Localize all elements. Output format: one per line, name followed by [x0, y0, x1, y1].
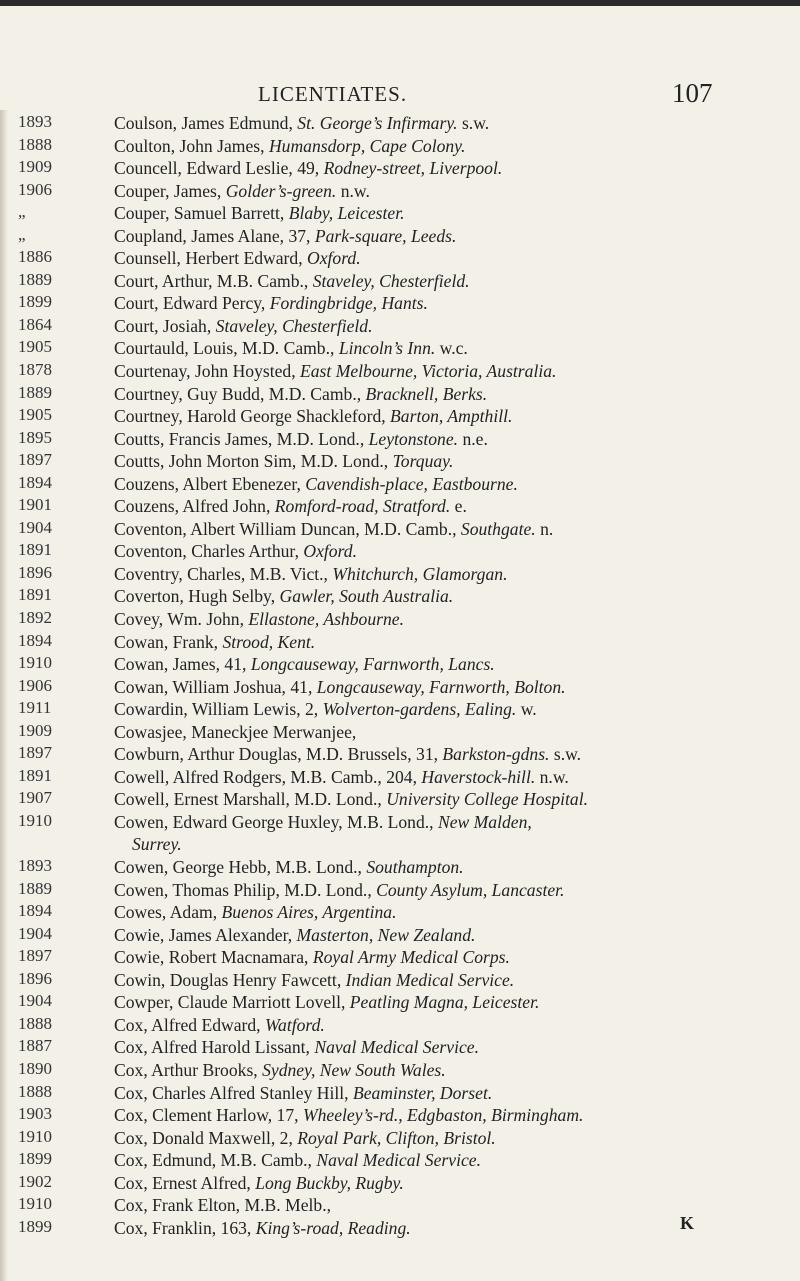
entry-name: Cowardin, William Lewis, 2, [114, 699, 323, 720]
entry-name: Couper, James, [114, 180, 226, 201]
entry-text [114, 112, 774, 135]
entry-name: Coverton, Hugh Selby, [114, 586, 280, 607]
entry-text [114, 698, 774, 721]
list-item [0, 1014, 800, 1037]
page-header [0, 78, 800, 112]
entry-year: 1886 [18, 247, 52, 267]
entry-address-continued: Surrey. [132, 834, 182, 855]
entry-name: Cox, Charles Alfred Stanley Hill, [114, 1082, 353, 1103]
entry-address: Naval Medical Service. [314, 1037, 479, 1058]
entry-year: 1910 [18, 1194, 52, 1214]
entry-address: Naval Medical Service. [316, 1150, 481, 1171]
entry-text [114, 766, 774, 789]
entry-text [114, 653, 774, 676]
entry-district: w. [516, 699, 537, 720]
entry-name: Couzens, Alfred John, [114, 496, 275, 517]
list-item [0, 405, 800, 428]
entry-address: Oxford. [303, 541, 357, 562]
entry-year: 1888 [18, 1081, 52, 1101]
entry-name: Cowper, Claude Marriott Lovell, [114, 992, 350, 1013]
list-item [0, 721, 800, 744]
entry-year: 1891 [18, 540, 52, 560]
entry-text [114, 315, 774, 338]
entry-name: Councell, Edward Leslie, 49, [114, 158, 324, 179]
entry-text [114, 360, 774, 383]
entry-text [114, 585, 774, 608]
list-item [0, 969, 800, 992]
list-item [0, 360, 800, 383]
entry-text [114, 428, 774, 451]
entry-text [114, 631, 774, 654]
list-item [0, 1036, 800, 1059]
entry-name: Courtney, Guy Budd, M.D. Camb., [114, 383, 366, 404]
list-item [0, 1172, 800, 1195]
entry-year: 1899 [18, 1216, 52, 1236]
entry-name: Cox, Alfred Edward, [114, 1014, 265, 1035]
signature-mark: K [680, 1213, 695, 1233]
list-item [0, 135, 800, 158]
entry-district: n.w. [336, 180, 370, 201]
entry-year: 1909 [18, 157, 52, 177]
entry-year: „ [18, 224, 26, 244]
entry-name: Cowes, Adam, [114, 902, 222, 923]
entry-text [114, 337, 774, 360]
entry-year: 1905 [18, 405, 52, 425]
list-item [0, 991, 800, 1014]
entry-text [114, 1194, 774, 1217]
entry-address: Bracknell, Berks. [365, 383, 488, 404]
entry-text [114, 1149, 774, 1172]
entry-name: Coulton, John James, [114, 135, 269, 156]
entry-text [114, 247, 774, 270]
entry-text [114, 292, 774, 315]
entry-name: Cox, Alfred Harold Lissant, [114, 1037, 315, 1058]
list-item [0, 788, 800, 811]
list-item [0, 856, 800, 879]
entry-year: 1910 [18, 653, 52, 673]
entry-year: 1893 [18, 112, 52, 131]
entry-year: 1905 [18, 337, 52, 357]
entry-address: King’s-road, Reading. [255, 1217, 411, 1238]
entry-year: 1911 [18, 698, 52, 718]
entry-name: Couzens, Albert Ebenezer, [114, 473, 306, 494]
entry-text [114, 991, 774, 1014]
entry-text [114, 969, 774, 992]
entry-year: 1891 [18, 585, 52, 605]
entry-address: Torquay. [392, 451, 454, 472]
entry-name: Cox, Frank Elton, M.B. Melb., [114, 1195, 331, 1216]
entry-name: Couper, Samuel Barrett, [114, 203, 289, 224]
entry-text [114, 540, 774, 563]
entry-address: Humansdorp, Cape Colony. [268, 135, 466, 156]
entry-district: e. [450, 496, 467, 517]
entry-address: Longcauseway, Farnworth, Lancs. [250, 654, 495, 675]
list-item [0, 811, 800, 856]
entry-year: 1904 [18, 923, 52, 943]
entry-text [114, 1036, 774, 1059]
entry-address: Staveley, Chesterfield. [312, 270, 470, 291]
entry-address: Haverstock-hill. [421, 766, 536, 787]
entry-name: Cox, Arthur Brooks, [114, 1059, 263, 1080]
entry-text [114, 608, 774, 631]
entry-year: 1906 [18, 179, 52, 199]
entry-text [114, 383, 774, 406]
entry-text [114, 743, 774, 766]
list-item [0, 563, 800, 586]
entry-text [114, 202, 774, 225]
entry-name: Coventon, Albert William Duncan, M.D. Camb., [114, 518, 461, 539]
entry-address: Indian Medical Service. [345, 969, 515, 990]
entry-year: 1897 [18, 450, 52, 470]
entry-name: Cowie, Robert Macnamara, [114, 947, 313, 968]
entry-name: Cowen, George Hebb, M.B. Lond., [114, 857, 367, 878]
list-item [0, 495, 800, 518]
entry-text [114, 721, 774, 744]
entry-text [114, 495, 774, 518]
list-item [0, 631, 800, 654]
list-item [0, 743, 800, 766]
list-item [0, 180, 800, 203]
entry-name: Coventon, Charles Arthur, [114, 541, 304, 562]
list-item [0, 924, 800, 947]
entry-address: Buenos Aires, Argentina. [221, 902, 397, 923]
list-item [0, 1149, 800, 1172]
entry-district: n.e. [458, 428, 488, 449]
entry-address: County Asylum, Lancaster. [376, 879, 565, 900]
entry-year: 1896 [18, 562, 52, 582]
entry-address: Watford. [264, 1014, 325, 1035]
entry-address: Wolverton-gardens, Ealing. [322, 699, 517, 720]
entry-text [114, 946, 774, 969]
list-item [0, 1082, 800, 1105]
entry-text [114, 811, 774, 856]
entry-address: Sydney, New South Wales. [262, 1059, 446, 1080]
entry-name: Coventry, Charles, M.B. Vict., [114, 563, 333, 584]
entry-address: Southgate. [460, 518, 536, 539]
list-item [0, 157, 800, 180]
entry-address: Gawler, South Australia. [279, 586, 454, 607]
entry-address: Beaminster, Dorset. [352, 1082, 493, 1103]
entry-text [114, 788, 774, 811]
entry-year: 1894 [18, 630, 52, 650]
entry-year: 1894 [18, 472, 52, 492]
entry-text [114, 180, 774, 203]
entry-address: Romford-road, Stratford. [274, 496, 451, 517]
entry-year: 1892 [18, 608, 52, 628]
entry-name: Courtenay, John Hoysted, [114, 361, 301, 382]
entry-text [114, 1014, 774, 1037]
list-item [0, 540, 800, 563]
entry-name: Cox, Ernest Alfred, [114, 1172, 256, 1193]
list-item [0, 901, 800, 924]
entry-year: 1910 [18, 810, 52, 830]
list-item [0, 315, 800, 338]
list-item [0, 383, 800, 406]
entry-address: Leytonstone. [368, 428, 459, 449]
list-item [0, 473, 800, 496]
list-item [0, 202, 800, 225]
list-item [0, 247, 800, 270]
entry-year: 1910 [18, 1126, 52, 1146]
entry-year: 1888 [18, 134, 52, 154]
entry-text [114, 450, 774, 473]
entry-text [114, 1127, 774, 1150]
entry-name: Cowen, Edward George Huxley, M.B. Lond., [114, 811, 438, 832]
entry-address: Park-square, Leeds. [314, 225, 457, 246]
entry-year: 1903 [18, 1104, 52, 1124]
entry-name: Coutts, John Morton Sim, M.D. Lond., [114, 451, 393, 472]
entry-year: 1888 [18, 1013, 52, 1033]
entry-year: 1899 [18, 292, 52, 312]
entry-text [114, 1104, 774, 1127]
entry-address: Barkston-gdns. [442, 744, 550, 765]
entry-address: Southampton. [366, 857, 464, 878]
list-item [0, 270, 800, 293]
entry-year: 1897 [18, 743, 52, 763]
entry-text [114, 1217, 774, 1240]
entry-year: 1904 [18, 517, 52, 537]
entry-year: 1891 [18, 765, 52, 785]
entry-name: Coutts, Francis James, M.D. Lond., [114, 428, 369, 449]
entry-address: New Malden, [437, 811, 532, 832]
entry-name: Court, Edward Percy, [114, 293, 270, 314]
entry-address: Strood, Kent. [222, 631, 316, 652]
entry-year: 1878 [18, 360, 52, 380]
entry-name: Cowell, Alfred Rodgers, M.B. Camb., 204, [114, 766, 422, 787]
entry-address: Lincoln’s Inn. [338, 338, 436, 359]
entry-year: 1909 [18, 720, 52, 740]
entry-name: Cox, Franklin, 163, [114, 1217, 256, 1238]
entry-address: Peatling Magna, Leicester. [349, 992, 540, 1013]
entry-year: 1889 [18, 382, 52, 402]
entry-address: Rodney-street, Liverpool. [323, 158, 503, 179]
entry-year: 1864 [18, 314, 52, 334]
list-item [0, 879, 800, 902]
entry-year: 1887 [18, 1036, 52, 1056]
entry-name: Courtney, Harold George Shackleford, [114, 406, 391, 427]
entry-year: 1907 [18, 788, 52, 808]
entry-text [114, 676, 774, 699]
entry-district: s.w. [549, 744, 582, 765]
entry-address: Fordingbridge, Hants. [269, 293, 428, 314]
entry-text [114, 563, 774, 586]
entry-year: 1901 [18, 495, 52, 515]
entry-text [114, 1059, 774, 1082]
entry-name: Coupland, James Alane, 37, [114, 225, 315, 246]
entry-text [114, 1172, 774, 1195]
list-item [0, 1104, 800, 1127]
list-item [0, 1127, 800, 1150]
entry-text [114, 135, 774, 158]
entry-address: Blaby, Leicester. [288, 203, 405, 224]
entry-year: 1897 [18, 946, 52, 966]
entry-name: Cox, Edmund, M.B. Camb., [114, 1150, 317, 1171]
entry-address: Cavendish-place, Eastbourne. [305, 473, 518, 494]
list-item [0, 292, 800, 315]
page-number: 107 [672, 78, 713, 108]
entry-name: Cowan, James, 41, [114, 654, 251, 675]
entry-address: Whitchurch, Glamorgan. [332, 563, 508, 584]
list-item [0, 698, 800, 721]
entry-text [114, 157, 774, 180]
list-item [0, 946, 800, 969]
entry-name: Cowen, Thomas Philip, M.D. Lond., [114, 879, 377, 900]
list-item [0, 450, 800, 473]
entry-year: 1889 [18, 269, 52, 289]
entry-year: 1890 [18, 1058, 52, 1078]
list-item [0, 608, 800, 631]
list-item [0, 428, 800, 451]
entry-name: Cowell, Ernest Marshall, M.D. Lond., [114, 789, 387, 810]
entry-address: Long Buckby, Rugby. [255, 1172, 404, 1193]
entry-name: Covey, Wm. John, [114, 609, 249, 630]
entry-address: Staveley, Chesterfield. [215, 315, 373, 336]
entry-address: Oxford. [307, 248, 361, 269]
entry-name: Cox, Donald Maxwell, 2, [114, 1127, 298, 1148]
entry-year: 1902 [18, 1171, 52, 1191]
entry-name: Cowasjee, Maneckjee Merwanjee, [114, 721, 357, 742]
list-item [0, 518, 800, 541]
entry-name: Court, Josiah, [114, 315, 216, 336]
entry-address: Royal Army Medical Corps. [312, 947, 510, 968]
list-item [0, 585, 800, 608]
entry-text [114, 879, 774, 902]
entry-address: East Melbourne, Victoria, Australia. [300, 361, 557, 382]
entry-address: Barton, Ampthill. [390, 406, 513, 427]
entry-text [114, 518, 774, 541]
entry-address: Masterton, New Zealand. [296, 924, 476, 945]
entry-name: Cowan, William Joshua, 41, [114, 676, 317, 697]
entry-address: University College Hospital. [386, 789, 589, 810]
entry-address: St. George’s Infirmary. [297, 113, 458, 133]
entry-name: Cowin, Douglas Henry Fawcett, [114, 969, 346, 990]
entry-year: 1889 [18, 878, 52, 898]
entry-text [114, 405, 774, 428]
entry-text [114, 225, 774, 248]
list-item [0, 676, 800, 699]
list-item [0, 1059, 800, 1082]
entry-district: w.c. [435, 338, 468, 359]
entry-text [114, 924, 774, 947]
entry-address: Royal Park, Clifton, Bristol. [297, 1127, 496, 1148]
list-item [0, 225, 800, 248]
entry-year: 1894 [18, 901, 52, 921]
entry-name: Court, Arthur, M.B. Camb., [114, 270, 313, 291]
entry-name: Cowie, James Alexander, [114, 924, 297, 945]
entry-name: Cowburn, Arthur Douglas, M.D. Brussels, 31, [114, 744, 443, 765]
entry-address: Wheeley’s-rd., Edgbaston, Birmingham. [302, 1105, 584, 1126]
entry-year: 1899 [18, 1149, 52, 1169]
entry-address: Longcauseway, Farnworth, Bolton. [316, 676, 566, 697]
top-edge-band [0, 0, 800, 6]
entry-address: Ellastone, Ashbourne. [248, 609, 404, 630]
entry-year: „ [18, 202, 26, 222]
list-item [0, 766, 800, 789]
entry-name: Counsell, Herbert Edward, [114, 248, 307, 269]
list-item [0, 337, 800, 360]
list-item [0, 653, 800, 676]
entry-text [114, 473, 774, 496]
entry-name: Courtauld, Louis, M.D. Camb., [114, 338, 339, 359]
entry-year: 1893 [18, 856, 52, 876]
entry-year: 1906 [18, 675, 52, 695]
entry-district: n. [535, 518, 554, 539]
licentiate-list [0, 112, 800, 1239]
entry-district: s.w. [457, 113, 490, 133]
entry-text [114, 856, 774, 879]
entry-district: n.w. [535, 766, 569, 787]
list-item [0, 112, 800, 135]
entry-name: Cox, Clement Harlow, 17, [114, 1105, 303, 1126]
entry-text [114, 901, 774, 924]
entry-year: 1896 [18, 968, 52, 988]
entry-name: Cowan, Frank, [114, 631, 223, 652]
entry-text [114, 270, 774, 293]
entry-text [114, 1082, 774, 1105]
entry-name: Coulson, James Edmund, [114, 113, 298, 133]
entry-year: 1904 [18, 991, 52, 1011]
entry-year: 1895 [18, 427, 52, 447]
page-title: LICENTIATES. [258, 82, 408, 106]
entry-address: Golder’s-green. [225, 180, 337, 201]
